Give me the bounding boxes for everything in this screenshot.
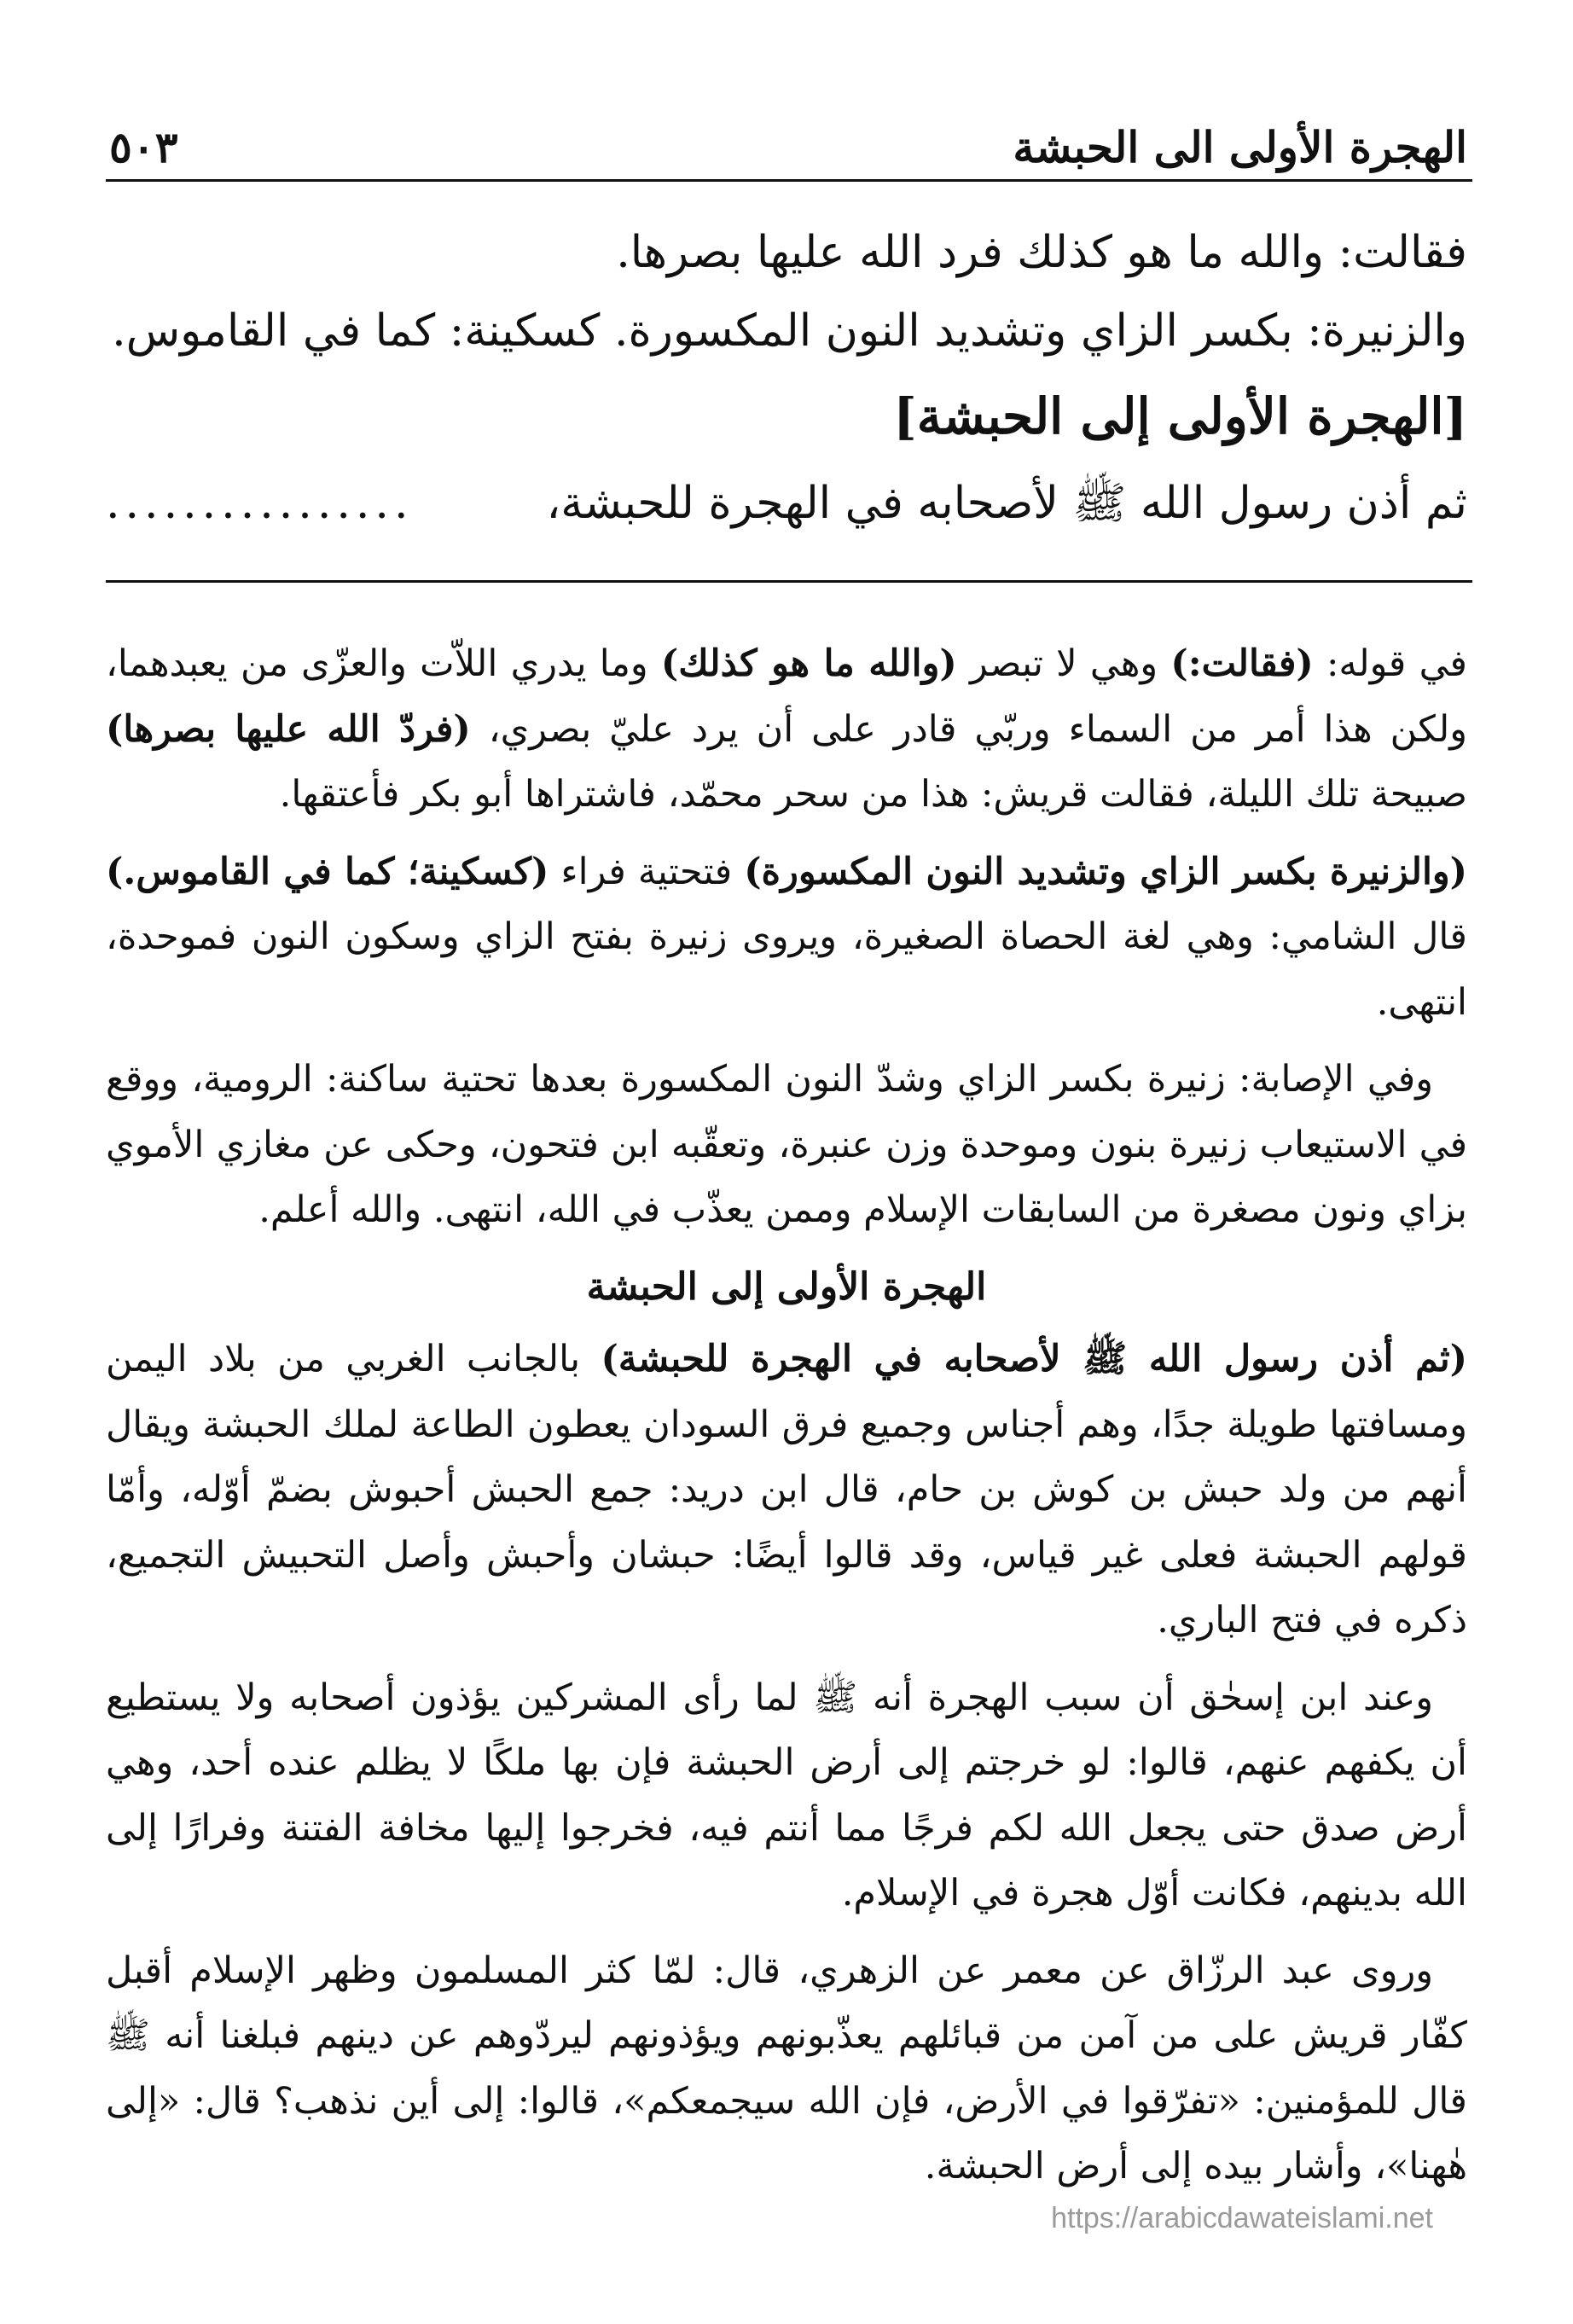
main-line-3 (106, 464, 1467, 543)
main-line-3-text: ثم أذن رسول الله ﷺ لأصحابه في الهجرة للحبشة، (546, 478, 1467, 529)
main-text-block (106, 213, 1467, 543)
page-number: ٥٠٣ (109, 122, 178, 172)
commentary-paragraph-1 (106, 631, 1467, 828)
commentary-text: قال الشامي: وهي لغة الحصاة الصغيرة، ويروى زنيرة بفتح الزاي وسكون النون فموحدة، انتهى. (106, 915, 1467, 1024)
commentary-text: وهي لا تبصر (956, 642, 1171, 685)
commentary-paragraph-4 (106, 1327, 1467, 1653)
quoted-phrase: (والله ما هو كذلك) (660, 642, 957, 685)
commentary-text: في قوله: (1313, 642, 1467, 685)
commentary-paragraph-2 (106, 840, 1467, 1036)
quoted-phrase: (والزنيرة بكسر الزاي وتشديد النون المكسورة) (744, 850, 1467, 893)
commentary-paragraph-5: وعند ابن إسحٰق أن سبب الهجرة أنه ﷺ لما رأى المشركين يؤذون أصحابه ولا يستطيع أن يكفهم عنهم، قالوا: لو خرجتم إلى أرض الحبشة فإن بها ملكًا لا يظلم عنده أحد، وهي أرض صدق حتى يجعل الله لكم فرجًا مما أنتم فيه، فخرجوا إليها مخافة الفتنة وفرارًا إلى الله بدينهم، فكانت أوّل هجرة في الإسلام. (106, 1676, 1467, 1914)
quoted-phrase: (فقالت:) (1170, 642, 1314, 685)
quoted-phrase: (ثم أذن رسول الله ﷺ لأصحابه في الهجرة للحبشة) (601, 1338, 1468, 1380)
commentary-text: فتحتية فراء (549, 850, 745, 893)
footnote-divider (106, 580, 1472, 583)
quoted-phrase: (فردّ الله عليها بصرها) (106, 707, 471, 751)
commentary-text: صبيحة تلك الليلة، فقالت قريش: هذا من سحر محمّد، فاشتراها أبو بكر فأعتقها. (279, 773, 1467, 816)
running-title: الهجرة الأولى الى الحبشة (1013, 122, 1467, 172)
main-line-3-dots: ................ (106, 478, 414, 529)
commentary-sub-title: الهجرة الأولى إلى الحبشة (586, 1264, 987, 1309)
header-rule (106, 179, 1472, 182)
commentary-block (106, 631, 1467, 2211)
section-title: [الهجرة الأولى إلى الحبشة] (893, 387, 1467, 445)
commentary-text: وما يدري اللاّت والعزّى من يعبدهما، ولكن هذا أمر من السماء وربّي قادر على أن يرد عليّ بصري، (106, 642, 1467, 751)
main-line-1: فقالت: والله ما هو كذلك فرد الله عليها بصرها. (616, 227, 1467, 278)
watermark-url: https://arabicdawateislami.net (1051, 2202, 1433, 2234)
quoted-phrase: (كسكينة؛ كما في القاموس.) (106, 850, 549, 893)
main-line-2: والزنيرة: بكسر الزاي وتشديد النون المكسورة. كسكينة: كما في القاموس. (112, 305, 1467, 357)
page-header (109, 101, 1467, 172)
commentary-paragraph-6: وروى عبد الرزّاق عن معمر عن الزهري، قال: لمّا كثر المسلمون وظهر الإسلام أقبل كفّار قريش على من آمن من قبائلهم يعذّبونهم ويؤذونهم ليردّوهم عن دينهم فبلغنا أنه ﷺ قال للمؤمنين: «تفرّقوا في الأرض، فإن الله سيجمعكم»، قالوا: إلى أين نذهب؟ قال: «إلى هٰهنا»، وأشار بيده إلى أرض الحبشة. (106, 1949, 1467, 2187)
commentary-paragraph-3: وفي الإصابة: زنيرة بكسر الزاي وشدّ النون المكسورة بعدها تحتية ساكنة: الرومية، ووقع في الاستيعاب زنيرة بنون وموحدة وزن عنبرة، وتعقّبه ابن فتحون، وحكى عن مغازي الأموي بزاي ونون مصغرة من السابقات الإسلام وممن يعذّب في الله، انتهى. والله أعلم. (106, 1058, 1467, 1231)
commentary-text: بالجانب الغربي من بلاد اليمن ومسافتها طويلة جدًا، وهم أجناس وجميع فرق السودان يعطون الطاعة لملك الحبشة ويقال أنهم من ولد حبش بن كوش بن حام، قال ابن دريد: جمع الحبش أحبوش بضمّ أوّله، وأمّا قولهم الحبشة فعلى غير قياس، وقد قالوا أيضًا: حبشان وأحبش وأصل التحبيش التجميع، ذكره في فتح الباري. (106, 1338, 1467, 1641)
